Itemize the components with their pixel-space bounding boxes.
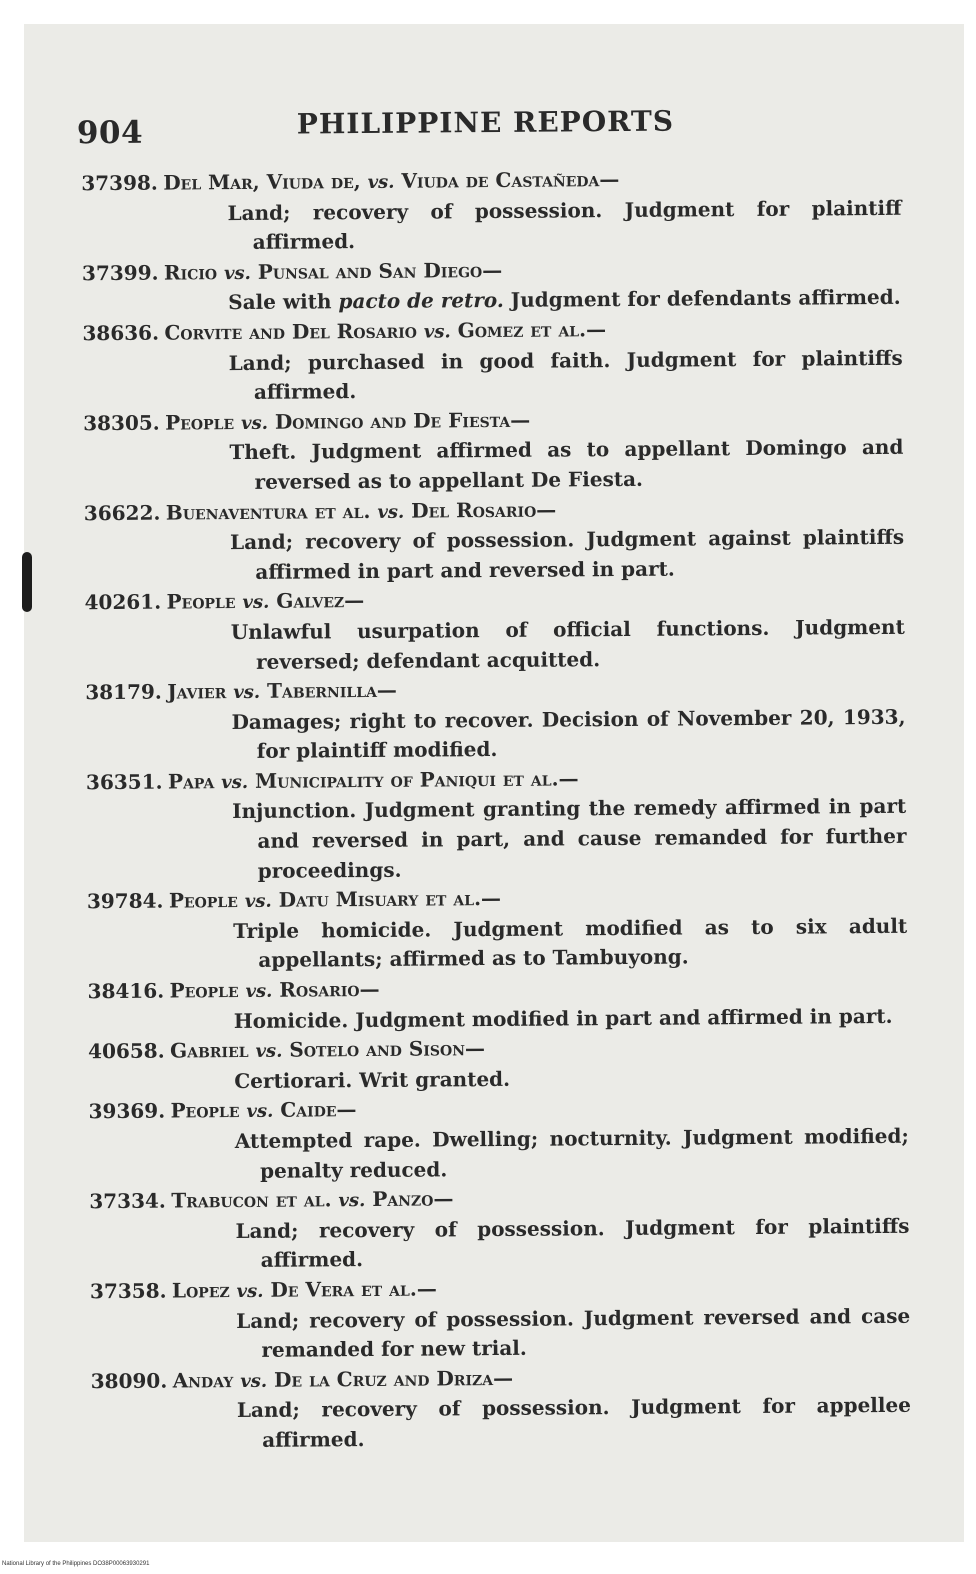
case-parties: Buenaventura et al. vs. Del Rosario—	[165, 497, 557, 525]
docket-number: 36622.	[83, 500, 161, 525]
docket-number: 38416.	[87, 978, 165, 1004]
case-entry	[84, 582, 905, 678]
page-number: 904	[76, 114, 144, 152]
case-parties: People vs. Domingo and De Fiesta—	[165, 407, 531, 435]
case-disposition: Land; recovery of possession. Judgment against plaintiffs affirmed in part and reversed in part.	[230, 524, 905, 584]
docket-number: 36351.	[85, 769, 163, 795]
docket-number: 39369.	[88, 1098, 166, 1124]
case-disposition: Sale with pacto de retro. Judgment for defendants affirmed.	[228, 285, 901, 315]
docket-number: 40261.	[84, 589, 162, 615]
docket-number: 37334.	[89, 1188, 166, 1214]
case-disposition: Unlawful usurpation of official functions. Judgment reversed; defendant acquitted.	[230, 614, 905, 674]
case-disposition: Land; purchased in good faith. Judgment for plaintiffs affirmed.	[228, 345, 903, 405]
case-parties: People vs. Rosario—	[169, 976, 380, 1003]
case-entry	[85, 672, 906, 768]
case-parties: Papa vs. Municipality of Paniqui et al.—	[167, 766, 579, 794]
docket-number: 38090.	[90, 1368, 168, 1393]
case-parties: People vs. Caide—	[170, 1097, 357, 1123]
case-parties: Javier vs. Tabernilla—	[167, 677, 397, 704]
docket-number: 39784.	[86, 888, 164, 914]
scanned-page	[24, 24, 964, 1542]
case-disposition: Land; recovery of possession. Judgment reversed and case remanded for new trial.	[236, 1303, 911, 1362]
case-list	[81, 163, 911, 1457]
docket-number: 37398.	[81, 170, 158, 196]
case-disposition: Triple homicide. Judgment modified as to six adult appellants; affirmed as to Tambuyong.	[233, 913, 908, 973]
case-parties: Gabriel vs. Sotelo and Sison—	[169, 1036, 486, 1063]
case-entry	[86, 762, 907, 888]
page-content	[18, 20, 970, 1545]
case-entry	[84, 492, 905, 588]
case-disposition: Land; recovery of possession. Judgment for plaintiffs affirmed.	[235, 1213, 910, 1273]
case-parties: Lopez vs. De Vera et al.—	[171, 1276, 437, 1303]
case-entry	[89, 1181, 910, 1277]
case-disposition: Certiorari. Writ granted.	[234, 1066, 511, 1093]
case-parties: Corvite and Del Rosario vs. Gomez et al.—	[164, 317, 607, 345]
case-entry	[82, 253, 902, 320]
case-entry	[91, 1360, 912, 1456]
case-disposition: Attempted rape. Dwelling; nocturnity. Judgment modified; penalty reduced.	[234, 1123, 909, 1183]
case-entry	[88, 971, 908, 1038]
scan-footer: National Library of the Philippines DO38P00063930291	[2, 1561, 150, 1567]
case-entry	[90, 1271, 911, 1367]
case-parties: Ricio vs. Punsal and San Diego—	[163, 257, 503, 285]
case-parties: Del Mar, Viuda de, vs. Viuda de Castañeda—	[163, 166, 620, 195]
case-disposition: Land; recovery of possession. Judgment for appellee affirmed.	[236, 1393, 911, 1452]
case-parties: Trabucon et al. vs. Panzo—	[171, 1186, 454, 1213]
running-head: PHILIPPINE REPORTS	[296, 104, 675, 141]
docket-number: 37358.	[89, 1278, 167, 1304]
scan-ink-blot	[22, 552, 32, 612]
docket-number: 38179.	[85, 679, 162, 705]
case-entry	[82, 313, 903, 409]
case-disposition: Damages; right to recover. Decision of November 20, 1933, for plaintiff modified.	[231, 704, 906, 764]
case-parties: People vs. Datu Misuary et al.—	[168, 886, 502, 913]
case-entry	[87, 881, 908, 977]
case-disposition: Injunction. Judgment granting the remedy affirmed in part and reversed in part, and cause remanded for further proceedings.	[232, 794, 907, 883]
docket-number: 40658.	[88, 1038, 165, 1064]
case-disposition: Homicide. Judgment modified in part and affirmed in part.	[233, 1003, 893, 1033]
case-parties: Anday vs. De la Cruz and Driza—	[172, 1365, 514, 1393]
case-entry	[88, 1031, 908, 1098]
docket-number: 38305.	[83, 410, 160, 435]
case-entry	[88, 1091, 909, 1187]
docket-number: 37399.	[81, 260, 159, 286]
case-entry	[83, 403, 904, 499]
docket-number: 38636.	[82, 320, 160, 346]
case-parties: People vs. Galvez—	[166, 588, 365, 614]
case-disposition: Land; recovery of possession. Judgment for plaintiff affirmed.	[227, 195, 902, 255]
case-disposition: Theft. Judgment affirmed as to appellant Domingo and reversed as to appellant De Fiesta.	[229, 435, 904, 494]
case-entry	[81, 163, 902, 259]
